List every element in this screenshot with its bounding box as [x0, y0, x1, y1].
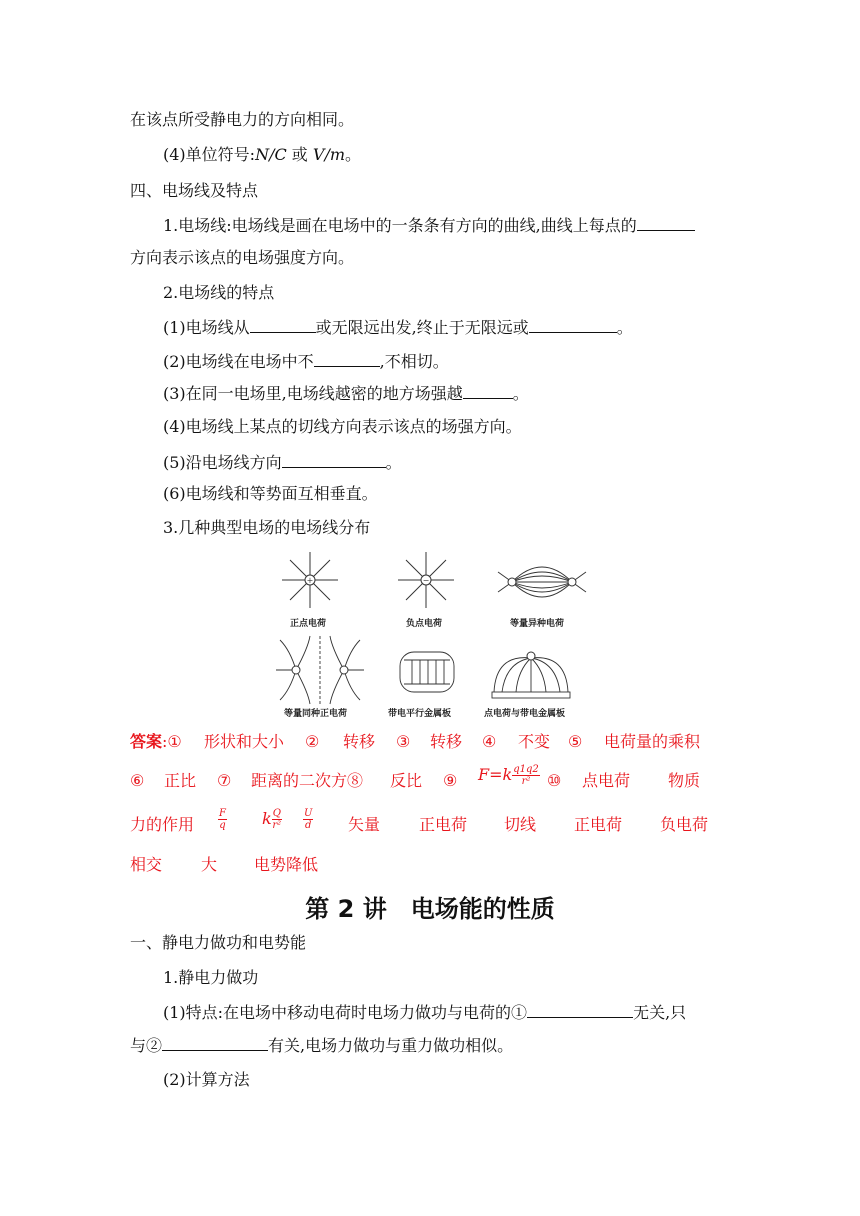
- answer-item: 矢量: [348, 815, 381, 834]
- subheading: 2.电场线的特点: [163, 283, 275, 302]
- answer-item: 物质: [668, 771, 701, 790]
- answer-item: 反比: [390, 771, 423, 790]
- answer-item: 大: [201, 855, 218, 874]
- fraction-denominator: r²: [521, 776, 531, 787]
- answer-item: 电荷量的乘积: [604, 732, 701, 751]
- svg-text:+: +: [306, 576, 314, 585]
- formula-fraction: [303, 808, 313, 831]
- formula-fraction: [272, 808, 282, 831]
- answer-item: 正比: [164, 771, 197, 790]
- answer-index: ⑤: [568, 732, 583, 751]
- answer-item: 电势降低: [254, 855, 319, 874]
- answer-item: 转移: [430, 732, 463, 751]
- formula-text: k: [262, 809, 272, 828]
- opposite-charges-diagram: [496, 554, 588, 610]
- fill-blank: [282, 451, 386, 468]
- answer-item: 负电荷: [660, 815, 709, 834]
- text-span: 1.电场线:电场线是画在电场中的一条条有方向的曲线,曲线上每点的: [163, 216, 637, 235]
- text-line: 在该点所受静电力的方向相同。: [130, 110, 355, 129]
- figure-label: 带电平行金属板: [388, 709, 452, 719]
- field-formula-1: [218, 808, 227, 831]
- text-span: (4)单位符号:: [163, 145, 256, 164]
- fraction-numerator: U: [304, 808, 313, 819]
- text-line: [163, 451, 402, 474]
- fraction-denominator: d: [305, 820, 312, 831]
- charge-plate-diagram: [488, 642, 574, 704]
- unit-symbol: N/C: [255, 145, 287, 164]
- field-formula-2: [262, 808, 282, 831]
- text-span: (3)在同一电场里,电场线越密的地方场强越: [163, 384, 463, 403]
- fraction-numerator: Q: [272, 808, 281, 819]
- answer-index: ⑦: [217, 771, 232, 790]
- subheading: 3.几种典型电场的电场线分布: [163, 518, 371, 537]
- answer-item: 正电荷: [419, 815, 468, 834]
- answer-item: 距离的二次方⑧: [251, 771, 364, 790]
- subheading: 1.静电力做功: [163, 968, 259, 987]
- unit-symbol: V/m: [312, 145, 346, 164]
- answer-item: 形状和大小: [204, 732, 285, 751]
- fill-blank: [162, 1034, 268, 1051]
- text-span: 。: [345, 145, 362, 164]
- fill-blank: [250, 316, 316, 333]
- negative-charge-diagram: [396, 550, 456, 610]
- text-span: (2)电场线在电场中不: [163, 352, 314, 371]
- answer-item: 正电荷: [574, 815, 623, 834]
- text-span: 。: [512, 384, 529, 403]
- fill-blank: [314, 350, 380, 367]
- answer-item: 力的作用: [130, 815, 195, 834]
- coulomb-formula: [478, 764, 540, 787]
- answer-index: ①: [167, 732, 182, 751]
- section-heading: 四、电场线及特点: [130, 181, 259, 200]
- fraction-denominator: q: [219, 820, 226, 831]
- text-span: 。: [385, 453, 402, 472]
- positive-charge-diagram: [280, 550, 340, 610]
- formula-text: F=k: [478, 765, 513, 784]
- figure-label: 等量异种电荷: [510, 619, 565, 629]
- text-span: 或: [286, 145, 313, 164]
- text-line: [130, 1034, 513, 1057]
- figure-label: 点电荷与带电金属板: [484, 709, 566, 719]
- section-heading: 一、静电力做功和电势能: [130, 933, 307, 952]
- answer-item: 转移: [343, 732, 376, 751]
- text-line: [163, 316, 633, 339]
- answer-item: 不变: [518, 732, 551, 751]
- subheading: (2)计算方法: [163, 1070, 250, 1089]
- text-line: (6)电场线和等势面互相垂直。: [163, 484, 378, 503]
- text-line: [163, 350, 449, 373]
- answer-row: [130, 731, 182, 753]
- text-span: 无关,只: [633, 1003, 687, 1022]
- text-span: 。: [616, 318, 633, 337]
- text-line: [163, 214, 695, 237]
- formula-fraction: [218, 808, 227, 831]
- answer-index: ④: [482, 732, 497, 751]
- answer-index: ⑥: [130, 771, 145, 790]
- answer-item: 点电荷: [582, 771, 631, 790]
- text-span: (1)电场线从: [163, 318, 250, 337]
- text-span: 有关,电场力做功与重力做功相似。: [268, 1036, 514, 1055]
- figure-label: 等量同种正电荷: [284, 709, 348, 719]
- formula-fraction: [512, 764, 540, 787]
- field-formula-3: [303, 808, 313, 831]
- answer-index: ⑨: [443, 771, 458, 790]
- svg-text:−: −: [422, 576, 430, 585]
- text-span: 或无限远出发,终止于无限远或: [315, 318, 529, 337]
- like-charges-diagram: [274, 634, 366, 706]
- text-span: 与②: [130, 1036, 163, 1055]
- text-line: (4)电场线上某点的切线方向表示该点的场强方向。: [163, 417, 522, 436]
- text-span: ,不相切。: [379, 352, 449, 371]
- lecture-title: 第 2 讲 电场能的性质: [305, 895, 555, 923]
- answer-index: ③: [396, 732, 411, 751]
- fraction-numerator: F: [219, 808, 226, 819]
- text-line: [163, 382, 529, 405]
- parallel-plates-diagram: [390, 642, 464, 702]
- fraction-numerator: q1q2: [513, 764, 539, 775]
- text-span: (1)特点:在电场中移动电荷时电场力做功与电荷的①: [163, 1003, 528, 1022]
- answer-item: 切线: [504, 815, 537, 834]
- fill-blank: [463, 382, 513, 399]
- answer-index: ⑩: [547, 771, 562, 790]
- fill-blank: [527, 1001, 633, 1018]
- field-lines-figure: [270, 546, 590, 718]
- fill-blank: [529, 316, 617, 333]
- answer-item: 相交: [130, 855, 163, 874]
- answer-prefix: 答案: [130, 732, 163, 751]
- answer-index: ②: [305, 732, 320, 751]
- fraction-denominator: r²: [272, 820, 282, 831]
- fill-blank: [637, 214, 695, 231]
- figure-label: 负点电荷: [406, 619, 443, 629]
- text-span: (5)沿电场线方向: [163, 453, 282, 472]
- text-line: 方向表示该点的电场强度方向。: [130, 248, 355, 267]
- text-line: [163, 144, 361, 166]
- answer-colon: :: [162, 732, 168, 751]
- text-line: [163, 1001, 686, 1024]
- figure-label: 正点电荷: [290, 619, 327, 629]
